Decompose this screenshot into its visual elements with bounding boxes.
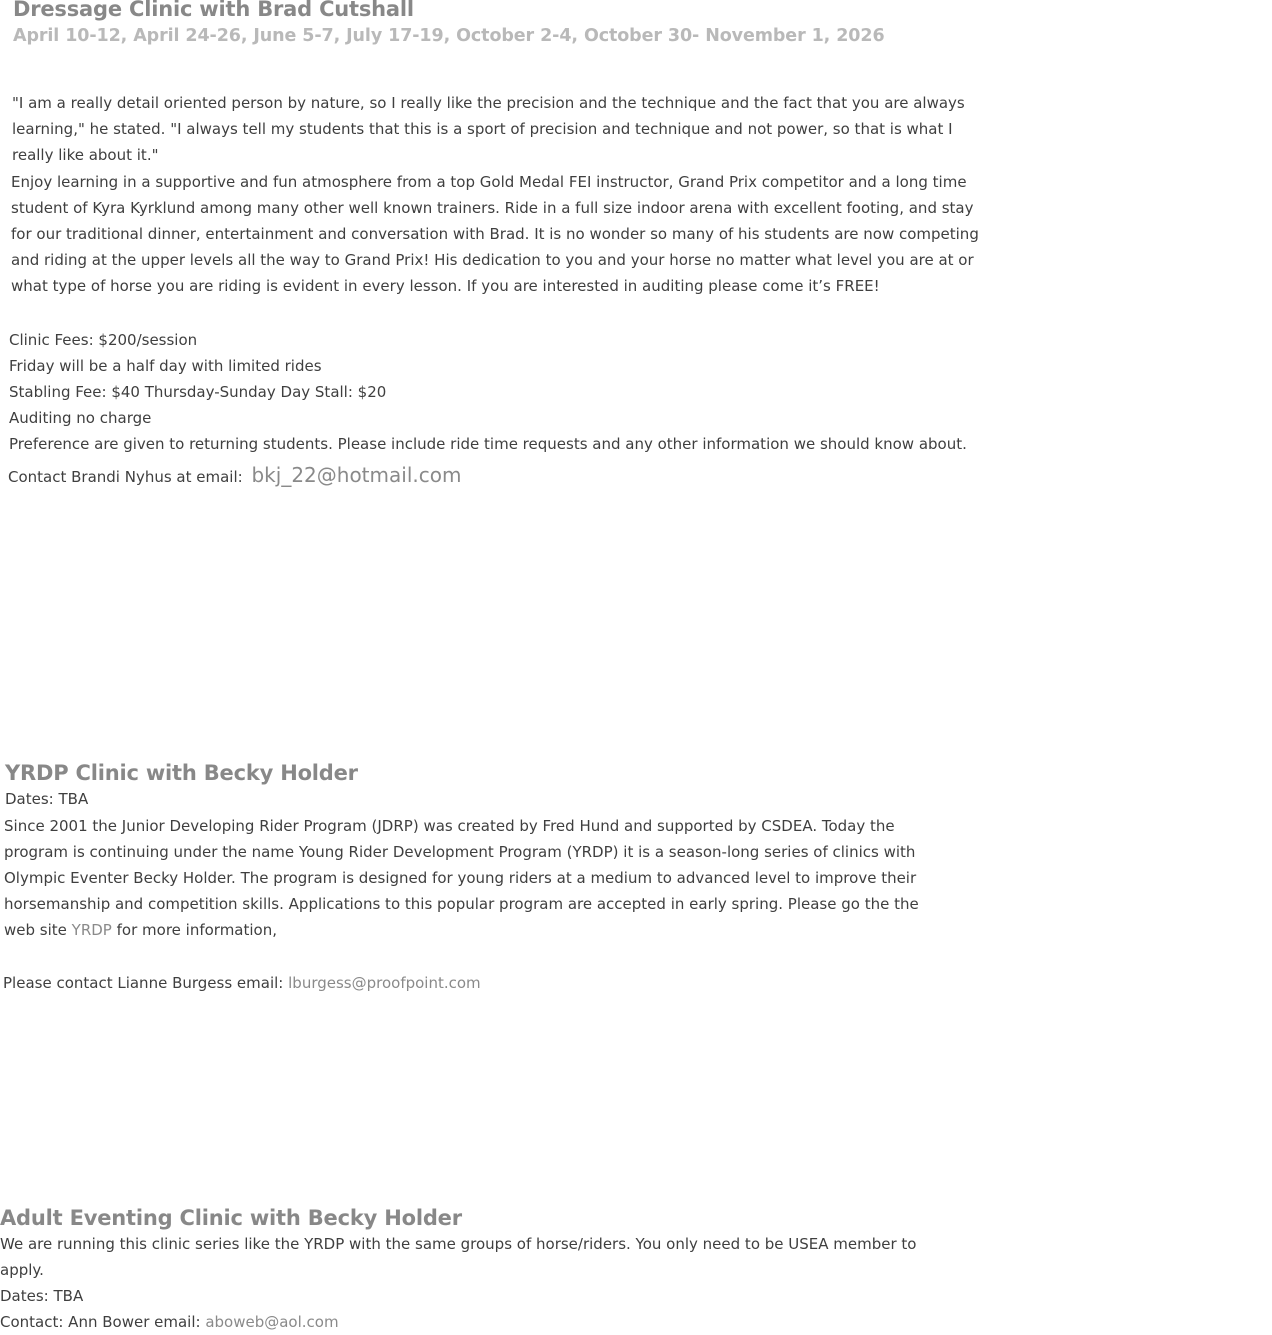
- fee-line: Clinic Fees: $200/session: [9, 331, 198, 349]
- adult-eventing-contact: [0, 1309, 916, 1335]
- yrdp-dates: Dates: TBA: [5, 790, 89, 808]
- fee-line: Friday will be a half day with limited rides: [9, 357, 322, 375]
- description-line: apply.: [0, 1261, 44, 1279]
- adult-eventing-description: [0, 1231, 916, 1335]
- description-line: and riding at the upper levels all the way to Grand Prix! His dedication to you and your horse no matter what level you are at or: [11, 251, 974, 269]
- fee-line: Preference are given to returning students. Please include ride time requests and any other information we should know about.: [9, 435, 967, 453]
- dressage-clinic-title: Dressage Clinic with Brad Cutshall: [13, 0, 414, 21]
- more-info-suffix: for more information,: [116, 921, 277, 939]
- quote-line: "I am a really detail oriented person by nature, so I really like the precision and the technique and the fact that you are always: [12, 94, 965, 112]
- adult-eventing-dates: Dates: TBA: [0, 1287, 84, 1305]
- brad-quote: [12, 90, 965, 168]
- yrdp-link[interactable]: YRDP: [71, 921, 112, 939]
- description-line: Since 2001 the Junior Developing Rider Program (JDRP) was created by Fred Hund and supported by CSDEA. Today the: [4, 817, 895, 835]
- description-line: Enjoy learning in a supportive and fun atmosphere from a top Gold Medal FEI instructor, Grand Prix competitor and a long time: [11, 173, 967, 191]
- description-line: We are running this clinic series like the YRDP with the same groups of horse/riders. You only need to be USEA member to: [0, 1235, 917, 1253]
- ann-email-link[interactable]: aboweb@aol.com: [205, 1313, 339, 1331]
- dressage-clinic-dates: April 10-12, April 24-26, June 5-7, July 17-19, October 2-4, October 30- November 1, 2026: [13, 26, 885, 46]
- brandi-email-link[interactable]: bkj_22@hotmail.com: [251, 463, 462, 487]
- yrdp-description: [4, 813, 919, 943]
- fee-line: Auditing no charge: [9, 409, 152, 427]
- fee-line: Stabling Fee: $40 Thursday-Sunday Day Stall: $20: [9, 383, 387, 401]
- description-line: for our traditional dinner, entertainment and conversation with Brad. It is no wonder so many of his students are now competing: [11, 225, 979, 243]
- dressage-contact: [8, 462, 461, 490]
- quote-line: really like about it.": [12, 146, 159, 164]
- contact-label: Contact Brandi Nyhus at email:: [8, 468, 243, 486]
- yrdp-clinic-title: YRDP Clinic with Becky Holder: [5, 761, 358, 785]
- description-line: Olympic Eventer Becky Holder. The program is designed for young riders at a medium to advanced level to improve their: [4, 869, 917, 887]
- dressage-fees: [9, 327, 967, 457]
- description-line: student of Kyra Kyrklund among many other well known trainers. Ride in a full size indoor arena with excellent footing, and stay: [11, 199, 974, 217]
- lianne-email-link[interactable]: lburgess@proofpoint.com: [288, 974, 481, 992]
- description-line: horsemanship and competition skills. Applications to this popular program are accepted in early spring. Please go the the: [4, 895, 919, 913]
- yrdp-contact: [3, 970, 481, 996]
- dressage-description: [11, 169, 979, 299]
- description-line: what type of horse you are riding is evident in every lesson. If you are interested in auditing please come it’s FREE!: [11, 277, 880, 295]
- web-site-prefix: web site: [4, 921, 67, 939]
- quote-line: learning," he stated. "I always tell my students that this is a sport of precision and technique and not power, so that is what I: [12, 120, 953, 138]
- contact-label: Please contact Lianne Burgess email:: [3, 974, 284, 992]
- description-line: [4, 917, 919, 943]
- description-line: program is continuing under the name Young Rider Development Program (YRDP) it is a season-long series of clinics with: [4, 843, 916, 861]
- contact-label: Contact: Ann Bower email:: [0, 1313, 201, 1331]
- adult-eventing-title: Adult Eventing Clinic with Becky Holder: [0, 1206, 462, 1230]
